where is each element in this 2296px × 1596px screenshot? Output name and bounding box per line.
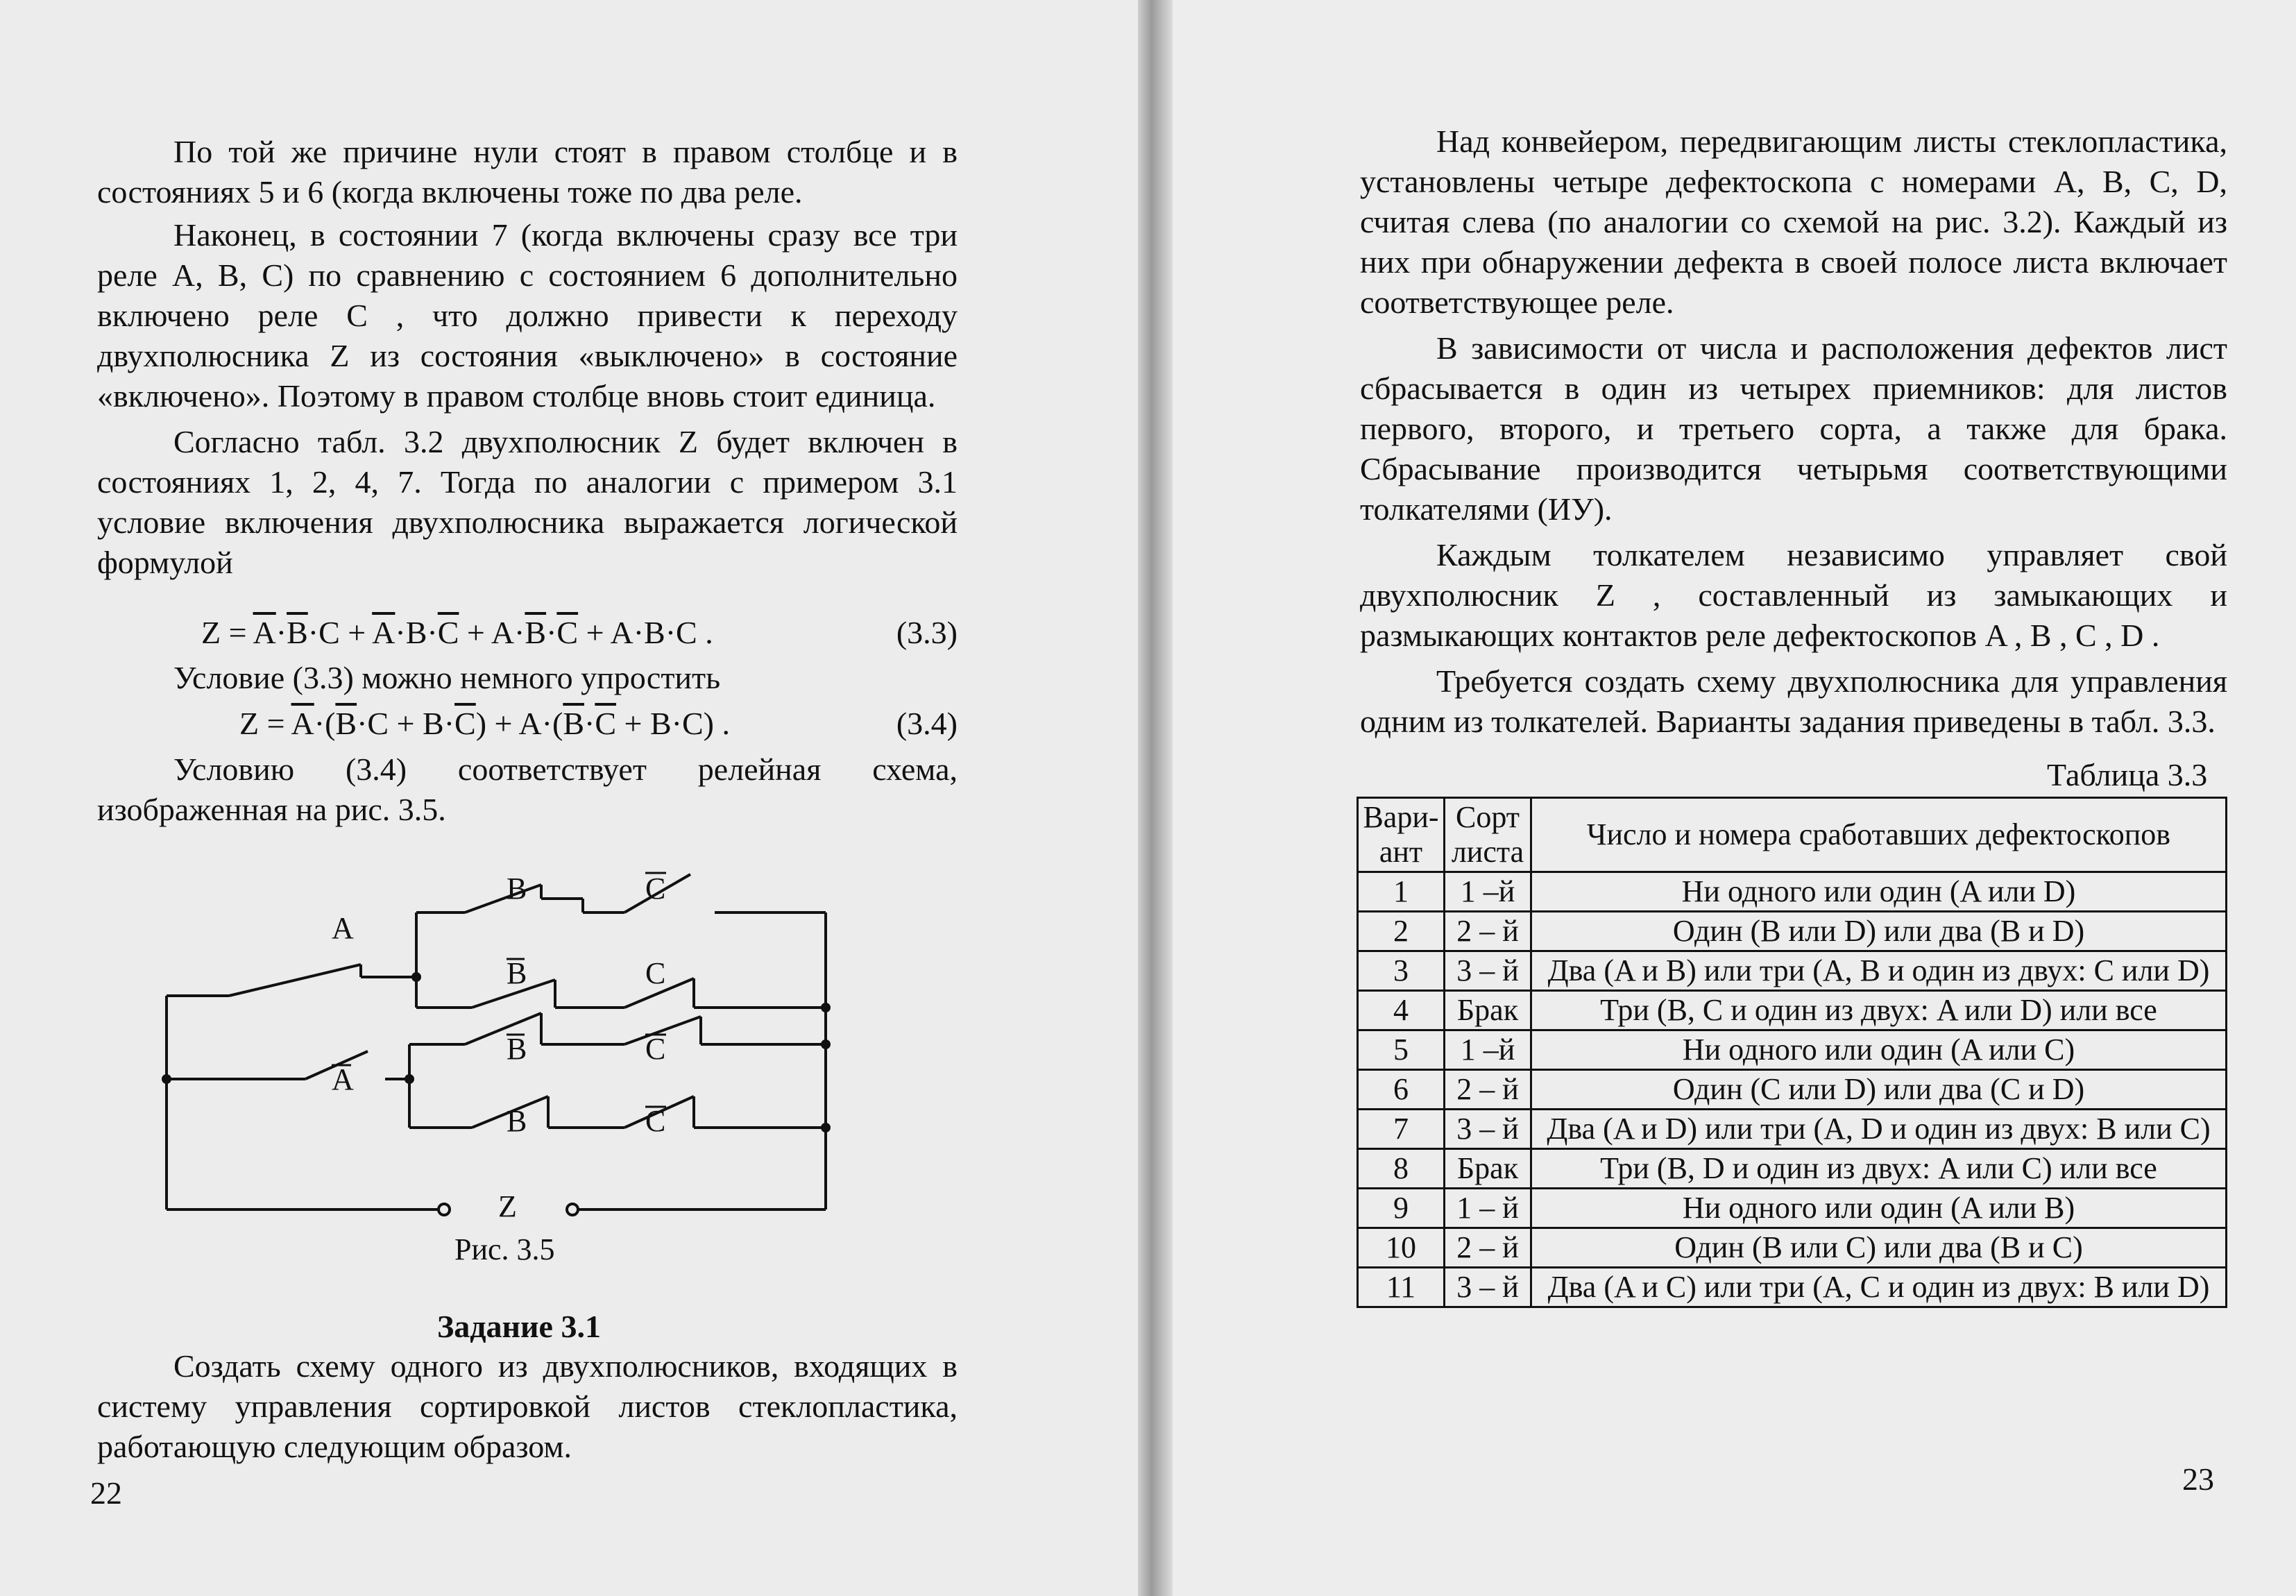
paragraph: Каждым толкателем независимо управляет свой двухполюсник Z , составленный из замыкающих и размыкающих контактов реле дефектоскопов A , B , C , D . xyxy=(1360,537,2227,653)
table-row xyxy=(1358,1228,2227,1268)
cell-variant: 4 xyxy=(1358,991,1445,1030)
formula-text: ·( xyxy=(314,706,336,741)
cell-grade: 2 – й xyxy=(1445,1070,1531,1110)
cell-variant: 6 xyxy=(1358,1070,1445,1110)
cell-detectors: Два (A и C) или три (A, C и один из двух: B или D) xyxy=(1531,1268,2227,1307)
table-row xyxy=(1358,1268,2227,1307)
negated-variable: $\overline{A}$ xyxy=(291,706,314,741)
cell-variant: 7 xyxy=(1358,1110,1445,1149)
col-header-grade: Сорт листа xyxy=(1445,798,1531,872)
label-a-lower: A xyxy=(332,1062,354,1096)
cell-variant: 1 xyxy=(1358,872,1445,912)
cell-detectors: Один (B или D) или два (B и D) xyxy=(1531,912,2227,951)
negated-variable: $\overline{C}$ xyxy=(595,706,617,741)
formula-text: Z = xyxy=(201,615,253,650)
label-c2: C xyxy=(645,956,666,990)
equation-number: (3.3) xyxy=(896,615,958,650)
junction-dot xyxy=(821,1123,831,1132)
cell-detectors: Один (B или C) или два (B и C) xyxy=(1531,1228,2227,1268)
cell-grade: 1 – й xyxy=(1445,1189,1531,1228)
terminal-right xyxy=(567,1204,578,1215)
paragraph: Создать схему одного из двухполюсников, входящих в систему управления сортировкой листов стеклопластика, работающую следующим образом. xyxy=(97,1348,958,1464)
cell-variant: 3 xyxy=(1358,951,1445,991)
cell-detectors: Ни одного или один (A или D) xyxy=(1531,872,2227,912)
table-row xyxy=(1358,1110,2227,1149)
figure-caption: Рис. 3.5 xyxy=(454,1232,555,1266)
formula-text: + xyxy=(339,615,373,650)
paragraph: Согласно табл. 3.2 двухполюсник Z будет включен в состояниях 1, 2, 4, 7. Тогда по аналогии с примером 3.1 условие включения двухполюсника выражается логической формулой xyxy=(97,424,958,580)
label-c1: C xyxy=(645,872,666,906)
table-header-row xyxy=(1358,798,2227,872)
label-a-upper: A xyxy=(332,911,354,945)
simplify-text xyxy=(97,658,958,701)
table-row xyxy=(1358,1070,2227,1110)
paragraph: Условию (3.4) соответствует релейная схема, изображенная на рис. 3.5. xyxy=(97,752,958,827)
task-text xyxy=(97,1346,958,1470)
negated-variable: $\overline{C}$ xyxy=(556,615,579,650)
negated-variable: $\overline{C}$ xyxy=(437,615,459,650)
cell-detectors: Два (A и D) или три (A, D и один из двух: B или C) xyxy=(1531,1110,2227,1149)
negated-variable: $\overline{B}$ xyxy=(287,615,308,650)
cell-variant: 8 xyxy=(1358,1149,1445,1189)
table-row xyxy=(1358,1189,2227,1228)
table-row xyxy=(1358,951,2227,991)
switch-b3 xyxy=(465,1013,541,1044)
table-row xyxy=(1358,1149,2227,1189)
label-z: Z xyxy=(498,1189,517,1223)
relay-circuit-diagram xyxy=(139,819,860,1249)
cell-detectors: Ни одного или один (A или C) xyxy=(1531,1030,2227,1070)
formula-text: + A· xyxy=(459,615,525,650)
table-row xyxy=(1358,912,2227,951)
formula-text: + A·B·C . xyxy=(578,615,713,650)
paragraph: Требуется создать схему двухполюсника для управления одним из толкателей. Варианты задания приведены в табл. 3.3. xyxy=(1360,663,2227,739)
cell-grade: Брак xyxy=(1445,991,1531,1030)
left-intro-text xyxy=(97,132,958,586)
cell-detectors: Два (A и B) или три (A, B и один из двух: C или D) xyxy=(1531,951,2227,991)
cell-grade: 1 –й xyxy=(1445,872,1531,912)
switch-b1 xyxy=(465,885,541,912)
negated-variable: $\overline{A}$ xyxy=(253,615,276,650)
paragraph: По той же причине нули стоят в правом столбце и в состояниях 5 и 6 (когда включены тоже по два реле. xyxy=(97,134,958,210)
label-c3: C xyxy=(645,1032,666,1066)
cell-grade: 3 – й xyxy=(1445,951,1531,991)
label-b3: B xyxy=(507,1032,527,1066)
paragraph: Наконец, в состоянии 7 (когда включены сразу все три реле A, B, C) по сравнению с состоянием 6 дополнительно включено реле C , что должно привести к переходу двухполюсника Z из состояния «выключено» в состояние «включено». Поэтому в правом столбце вновь стоит единица. xyxy=(97,217,958,414)
label-c4: C xyxy=(645,1104,666,1138)
cell-detectors: Три (B, C и один из двух: A или D) или все xyxy=(1531,991,2227,1030)
formula-text: ·C xyxy=(307,615,340,650)
formula-text: ·C + B· xyxy=(357,706,455,741)
right-text xyxy=(1360,121,2227,745)
junction-dot xyxy=(821,1039,831,1049)
paragraph: В зависимости от числа и расположения дефектов лист сбрасывается в один из четырех приемников: для листов первого, второго, и третьего сорта, а также для брака. Сбрасывание производится четырьмя соответствующими толкателями (ИУ). xyxy=(1360,330,2227,527)
label-b2: B xyxy=(507,956,527,990)
book-gutter xyxy=(1138,0,1173,1596)
task-heading: Задание 3.1 xyxy=(437,1309,601,1344)
col-header-variant: Вари-ант xyxy=(1358,798,1445,872)
cell-grade: 1 –й xyxy=(1445,1030,1531,1070)
formula-text: ) + A·( xyxy=(475,706,563,741)
negated-variable: $\overline{A}$ xyxy=(372,615,396,650)
equation-number: (3.4) xyxy=(896,706,958,741)
negated-variable: $\overline{B}$ xyxy=(335,706,357,741)
cell-grade: 2 – й xyxy=(1445,912,1531,951)
table-caption: Таблица 3.3 xyxy=(2047,757,2208,792)
table-row xyxy=(1358,1030,2227,1070)
terminal-left xyxy=(439,1204,450,1215)
col-header-detectors: Число и номера сработавших дефектоскопов xyxy=(1531,798,2227,872)
cell-detectors: Три (B, D и один из двух: A или C) или все xyxy=(1531,1149,2227,1189)
cell-grade: 3 – й xyxy=(1445,1110,1531,1149)
formula-text: · xyxy=(546,615,557,650)
paragraph: Над конвейером, передвигающим листы стеклопластика, установлены четыре дефектоскопа с номерами A, B, C, D, считая слева (по аналогии со схемой на рис. 3.2). Каждый из них при обнаружении дефекта в своей полосе листа включает соответствующее реле. xyxy=(1360,124,2227,320)
page-number: 22 xyxy=(90,1475,122,1511)
junction-dot xyxy=(162,1074,171,1084)
switch-a-upper xyxy=(229,965,361,996)
cell-variant: 5 xyxy=(1358,1030,1445,1070)
page-number: 23 xyxy=(2182,1461,2214,1497)
negated-variable: $\overline{C}$ xyxy=(454,706,476,741)
cell-grade: 3 – й xyxy=(1445,1268,1531,1307)
formula-text: + B·C) . xyxy=(616,706,730,741)
junction-dot xyxy=(821,1003,831,1012)
cell-variant: 10 xyxy=(1358,1228,1445,1268)
negated-variable: $\overline{B}$ xyxy=(525,615,547,650)
formula-text: ·B· xyxy=(395,615,438,650)
cell-detectors: Один (C или D) или два (C и D) xyxy=(1531,1070,2227,1110)
cell-grade: 2 – й xyxy=(1445,1228,1531,1268)
formula-text: · xyxy=(275,615,287,650)
negated-variable: $\overline{B}$ xyxy=(563,706,584,741)
junction-dot xyxy=(411,972,421,982)
variants-table xyxy=(1357,797,2227,1308)
left-page xyxy=(0,0,1138,1596)
formula-text: · xyxy=(584,706,595,741)
paragraph: Условие (3.3) можно немного упростить xyxy=(173,660,721,695)
cell-detectors: Ни одного или один (A или B) xyxy=(1531,1189,2227,1228)
right-page xyxy=(1173,0,2296,1596)
formula-3-3 xyxy=(201,614,958,651)
cell-grade: Брак xyxy=(1445,1149,1531,1189)
cell-variant: 9 xyxy=(1358,1189,1445,1228)
formula-text: Z = xyxy=(239,706,291,741)
table-row xyxy=(1358,991,2227,1030)
table-row xyxy=(1358,872,2227,912)
cell-variant: 11 xyxy=(1358,1268,1445,1307)
formula-3-4 xyxy=(239,705,958,742)
label-b1: B xyxy=(507,872,527,906)
junction-dot xyxy=(405,1074,414,1084)
cell-variant: 2 xyxy=(1358,912,1445,951)
label-b4: B xyxy=(507,1104,527,1138)
